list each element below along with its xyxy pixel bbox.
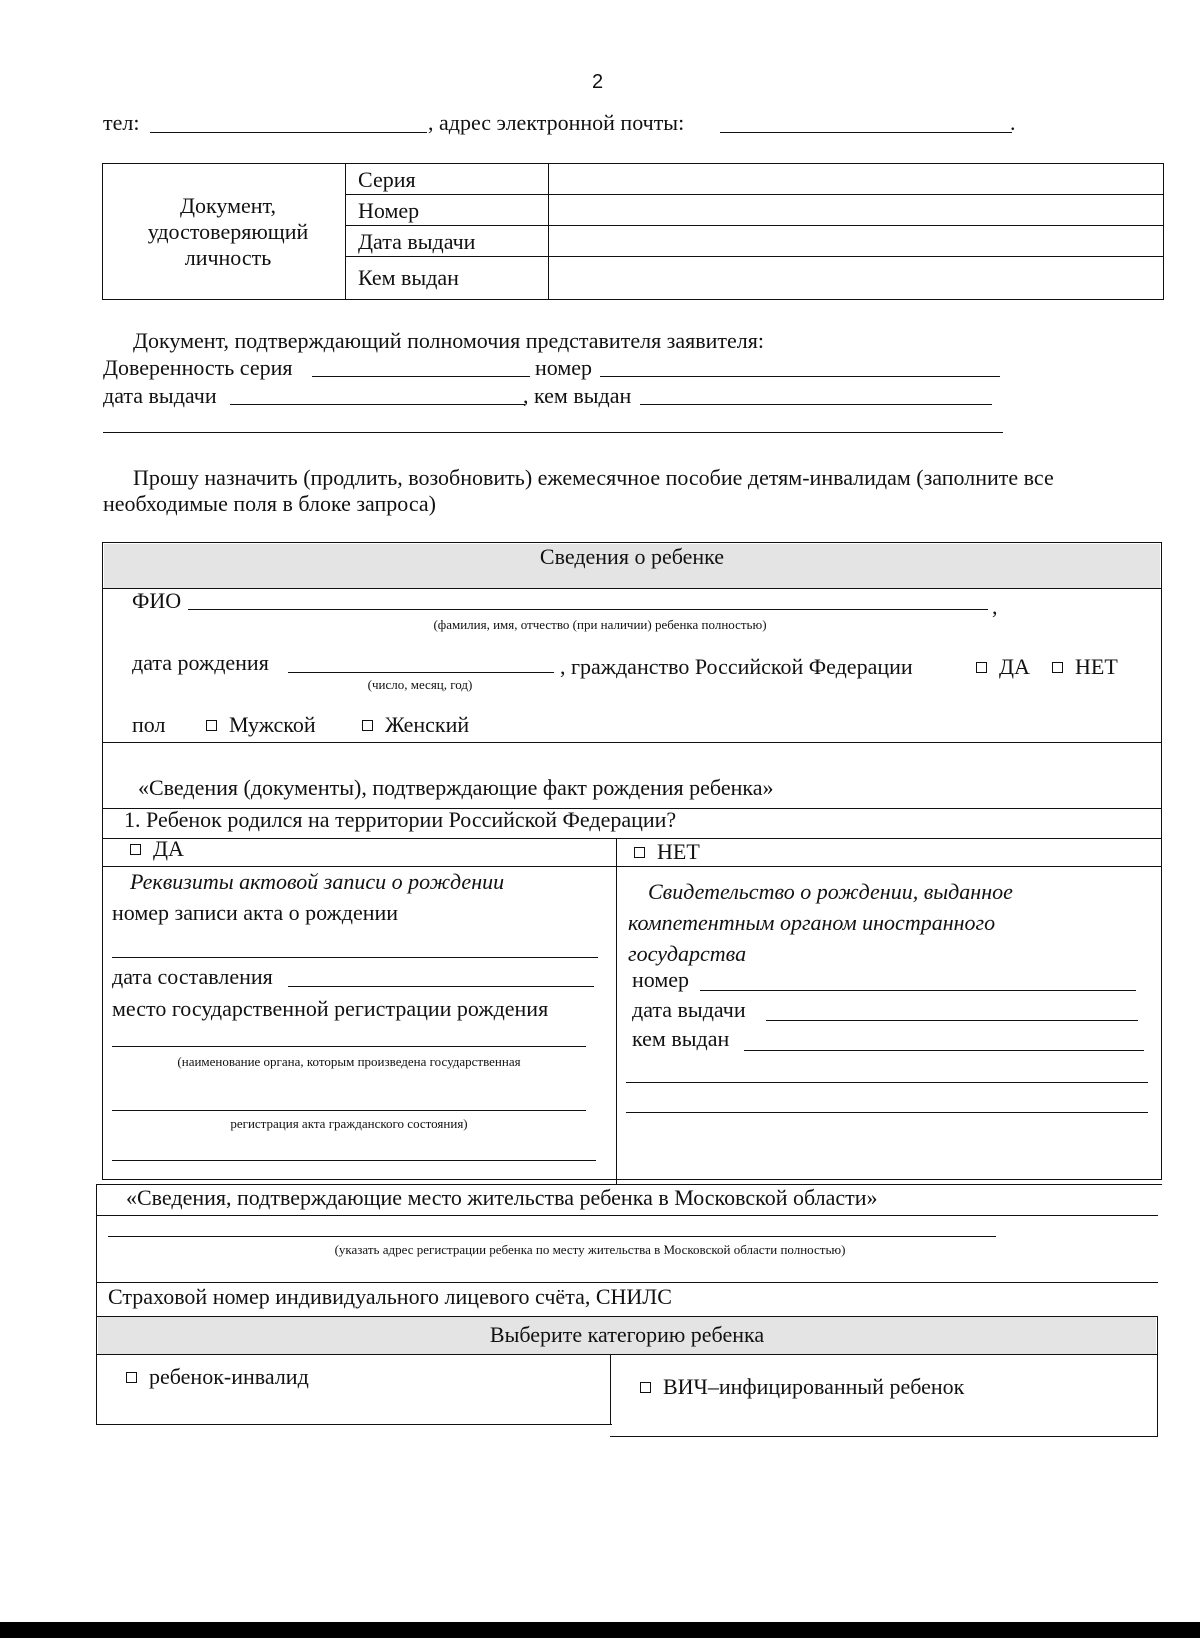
id-document-title: Документ, удостоверяющий личность — [147, 193, 309, 270]
child-fio-hint: (фамилия, имя, отчество (при наличии) ребенка полностью) — [433, 617, 767, 632]
snils-field[interactable] — [740, 1284, 1150, 1314]
poa-series-field[interactable] — [312, 376, 530, 377]
act-registration-place-field-2[interactable] — [112, 1110, 586, 1111]
foreign-certificate-title: Свидетельство о рождении, выданное компетентным органом иностранного государства — [628, 879, 1013, 966]
sex-male-option[interactable] — [206, 714, 316, 736]
born-rf-no-checkbox[interactable] — [634, 847, 645, 858]
born-rf-yes-label: ДА — [153, 836, 184, 861]
born-rf-yes-checkbox[interactable] — [130, 844, 141, 855]
residence-section-title: «Сведения, подтверждающие место жительства ребенка в Московской области» — [126, 1185, 878, 1210]
foreign-number-label: номер — [632, 967, 690, 992]
category-disabled-child-label: ребенок-инвалид — [149, 1364, 309, 1389]
email-label: , адрес электронной почты: — [428, 110, 685, 135]
citizenship-yes-checkbox[interactable] — [976, 662, 987, 673]
id-issued-by-field[interactable] — [550, 258, 1162, 298]
foreign-issued-by-label: кем выдан — [632, 1026, 730, 1051]
citizenship-no-checkbox[interactable] — [1052, 662, 1063, 673]
id-series-label: Серия — [358, 167, 416, 192]
id-number-field[interactable] — [550, 196, 1162, 224]
act-registration-hint-1: (наименование органа, которым произведена государственная — [177, 1054, 521, 1069]
phone-field[interactable] — [150, 132, 427, 133]
residence-address-field[interactable] — [108, 1236, 996, 1237]
child-form-table — [102, 542, 1162, 1180]
foreign-issue-date-label: дата выдачи — [632, 997, 746, 1022]
id-issue-date-label: Дата выдачи — [358, 229, 476, 254]
request-text: Прошу назначить (продлить, возобновить) ежемесячное пособие детям-инвалидам (заполните все необходимые поля в блоке запроса) — [103, 465, 1054, 516]
poa-number-label: номер — [535, 355, 593, 380]
child-dob-field[interactable] — [288, 672, 554, 673]
id-number-label: Номер — [358, 198, 420, 223]
child-fio-comma: , — [992, 594, 998, 619]
child-fio-field[interactable] — [188, 609, 988, 610]
poa-issued-by-field-line2[interactable] — [103, 432, 1003, 433]
foreign-number-field[interactable] — [700, 990, 1136, 991]
act-registration-place-label: место государственной регистрации рождения — [112, 996, 549, 1021]
poa-issued-by-field[interactable] — [640, 404, 992, 405]
child-fio-label: ФИО — [132, 588, 182, 613]
scan-bottom-edge — [0, 1622, 1200, 1638]
born-rf-yes-option[interactable] — [130, 838, 184, 860]
act-compile-date-label: дата составления — [112, 964, 273, 989]
act-registration-place-field-3[interactable] — [112, 1160, 596, 1161]
act-compile-date-field[interactable] — [288, 986, 594, 987]
foreign-issued-by-field-3[interactable] — [626, 1112, 1148, 1113]
category-hiv-child-option[interactable] — [640, 1376, 964, 1398]
poa-series-label: Доверенность серия — [103, 355, 293, 380]
birth-section-title: «Сведения (документы), подтверждающие факт рождения ребенка» — [138, 775, 774, 800]
citizenship-no-label: НЕТ — [1075, 654, 1118, 679]
act-record-title: Реквизиты актовой записи о рождении — [130, 869, 505, 894]
poa-issue-date-field[interactable] — [230, 404, 525, 405]
category-section-title: Выберите категорию ребенка — [489, 1322, 765, 1347]
citizenship-no-option[interactable] — [1052, 656, 1118, 678]
representative-heading: Документ, подтверждающий полномочия представителя заявителя: — [133, 328, 765, 353]
citizenship-yes-option[interactable] — [976, 656, 1030, 678]
act-registration-place-field[interactable] — [112, 1046, 586, 1047]
id-issued-by-label: Кем выдан — [358, 265, 459, 290]
child-citizenship-label: , гражданство Российской Федерации — [560, 654, 913, 679]
child-dob-label: дата рождения — [132, 650, 269, 675]
email-field[interactable] — [720, 132, 1012, 133]
child-dob-hint: (число, месяц, год) — [367, 677, 473, 692]
sex-male-label: Мужской — [229, 712, 316, 737]
act-record-number-label: номер записи акта о рождении — [112, 900, 399, 925]
poa-issued-by-label: , кем выдан — [523, 383, 632, 408]
sex-male-checkbox[interactable] — [206, 720, 217, 731]
citizenship-yes-label: ДА — [999, 654, 1030, 679]
born-rf-no-option[interactable] — [634, 841, 700, 863]
category-hiv-child-checkbox[interactable] — [640, 1382, 651, 1393]
born-rf-no-label: НЕТ — [657, 839, 700, 864]
page-number: 2 — [592, 71, 604, 93]
birth-question: 1. Ребенок родился на территории Российской Федерации? — [124, 807, 677, 832]
sex-female-option[interactable] — [362, 714, 469, 736]
act-record-number-field[interactable] — [112, 957, 598, 958]
foreign-issued-by-field[interactable] — [744, 1050, 1144, 1051]
id-issue-date-field[interactable] — [550, 227, 1162, 255]
foreign-issued-by-field-2[interactable] — [626, 1082, 1148, 1083]
email-end-dot: . — [1010, 110, 1016, 135]
act-registration-hint-2: регистрация акта гражданского состояния) — [230, 1116, 468, 1131]
snils-label: Страховой номер индивидуального лицевого счёта, СНИЛС — [108, 1284, 672, 1309]
foreign-issue-date-field[interactable] — [766, 1020, 1138, 1021]
id-series-field[interactable] — [550, 165, 1162, 193]
category-disabled-child-option[interactable] — [126, 1366, 309, 1388]
poa-number-field[interactable] — [600, 376, 1000, 377]
child-sex-label: пол — [132, 712, 166, 737]
category-disabled-child-checkbox[interactable] — [126, 1372, 137, 1383]
sex-female-checkbox[interactable] — [362, 720, 373, 731]
residence-hint: (указать адрес регистрации ребенка по месту жительства в Московской области полностью) — [334, 1242, 846, 1257]
phone-label: тел: — [103, 110, 140, 135]
poa-issue-date-label: дата выдачи — [103, 383, 217, 408]
category-hiv-child-label: ВИЧ–инфицированный ребенок — [663, 1374, 965, 1399]
child-section-title: Сведения о ребенке — [539, 544, 725, 569]
sex-female-label: Женский — [385, 712, 470, 737]
